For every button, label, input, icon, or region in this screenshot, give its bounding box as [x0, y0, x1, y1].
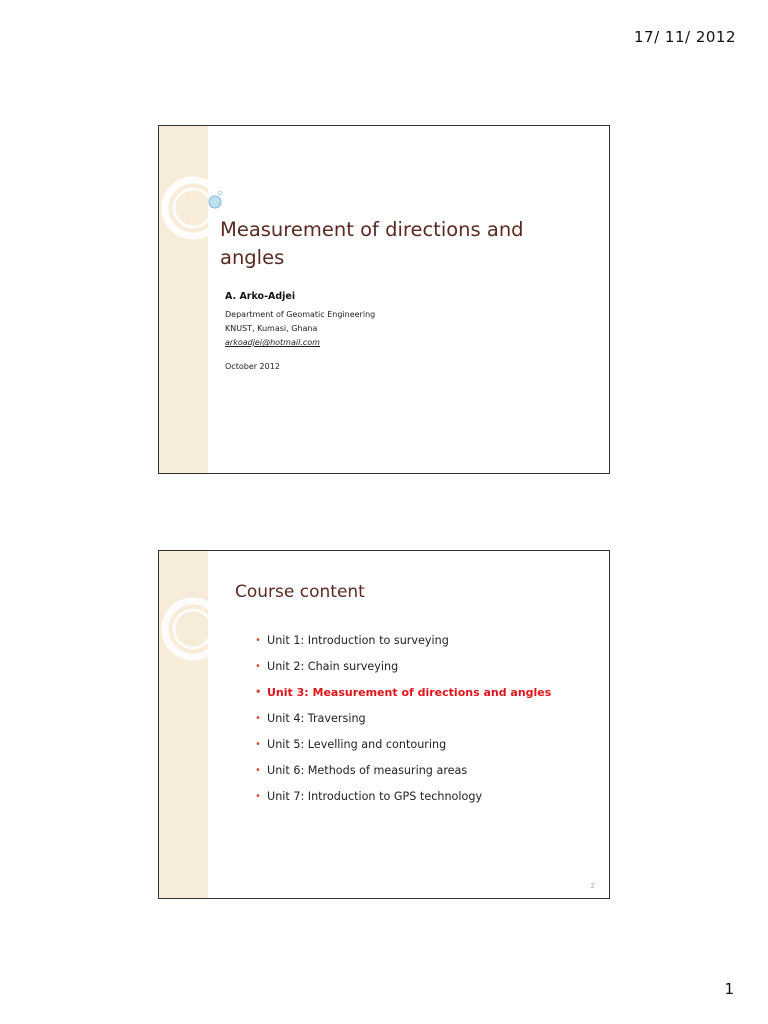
unit-label: Unit 6: Methods of measuring areas	[267, 764, 468, 777]
bullet-icon: •	[255, 635, 261, 646]
list-item-highlighted	[255, 684, 551, 710]
bullet-icon: •	[255, 739, 261, 750]
author-block	[225, 291, 375, 371]
presentation-date: October 2012	[225, 362, 280, 371]
unit-list	[255, 632, 551, 814]
bullet-icon: •	[255, 687, 262, 698]
author-department: Department of Geomatic Engineering	[225, 310, 376, 319]
unit-label: Unit 7: Introduction to GPS technology	[267, 790, 483, 803]
bullet-icon: •	[255, 661, 261, 672]
slide-title: Measurement of directions and angles	[220, 218, 524, 269]
unit-label: Unit 2: Chain surveying	[267, 660, 399, 673]
slide-number: 2	[590, 882, 595, 890]
unit-label: Unit 4: Traversing	[267, 712, 366, 725]
slide-course-content	[158, 550, 610, 899]
course-content-title: Course content	[235, 582, 365, 602]
page-number: 1	[724, 980, 734, 998]
unit-label: Unit 5: Levelling and contouring	[267, 738, 447, 751]
author-name: A. Arko-Adjei	[225, 291, 296, 302]
slide-title-slide	[158, 125, 610, 474]
list-item	[255, 788, 551, 814]
author-email-link[interactable]: arkoadjei@hotmail.com	[225, 338, 320, 347]
bullet-icon: •	[255, 791, 261, 802]
list-item	[255, 710, 551, 736]
unit-label: Unit 1: Introduction to surveying	[267, 634, 449, 647]
list-item	[255, 658, 551, 684]
bullet-icon: •	[255, 713, 261, 724]
bullet-icon: •	[255, 765, 261, 776]
list-item	[255, 632, 551, 658]
author-institution: KNUST, Kumasi, Ghana	[225, 324, 318, 333]
list-item	[255, 762, 551, 788]
unit-label: Unit 3: Measurement of directions and angles	[267, 686, 552, 699]
header-date: 17/ 11/ 2012	[634, 28, 736, 46]
list-item	[255, 736, 551, 762]
